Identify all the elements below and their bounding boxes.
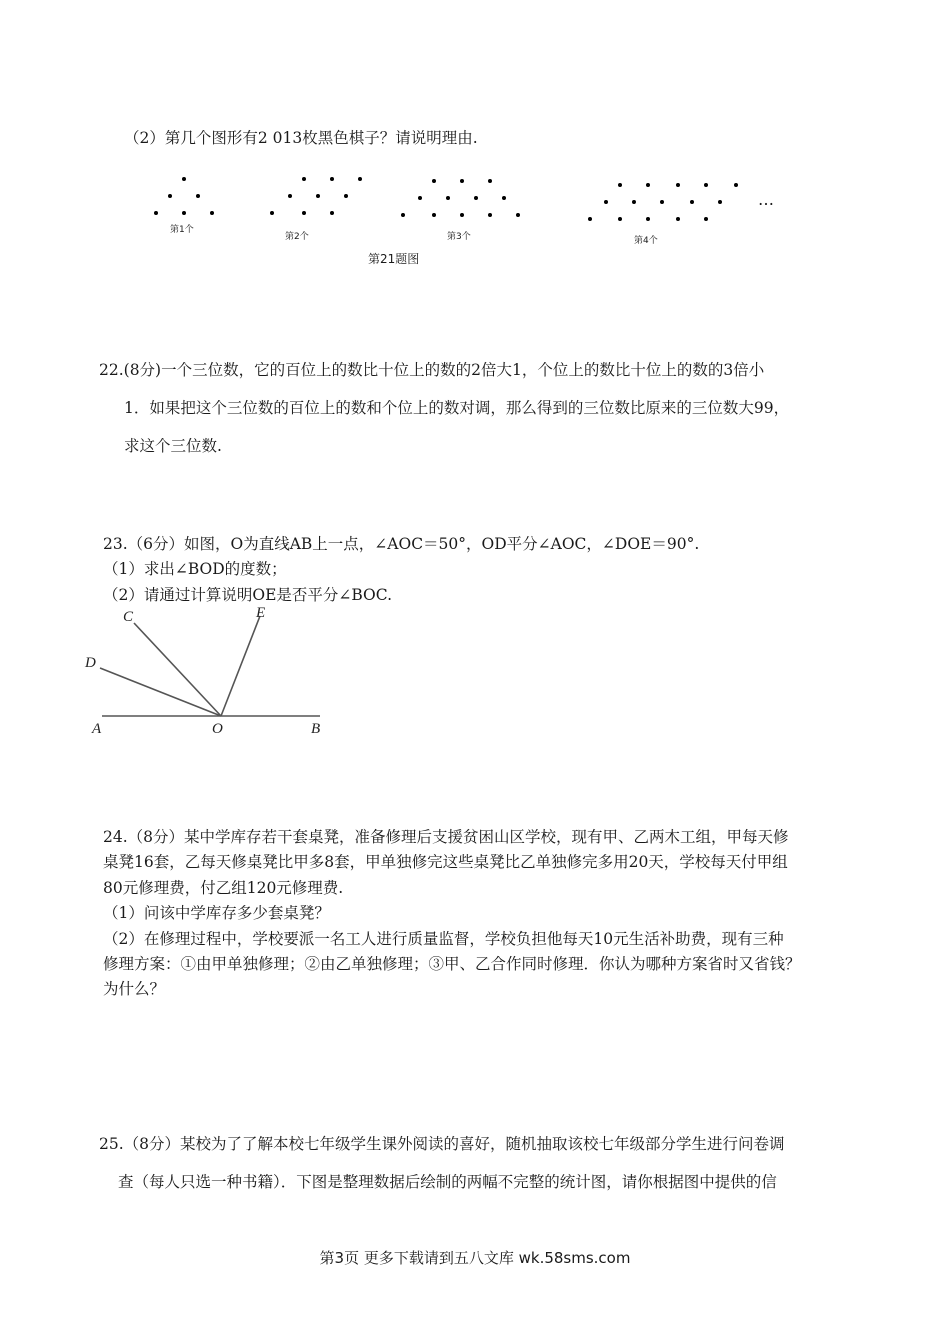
dot [154,211,158,215]
q23-line1: 23.（6分）如图，O为直线AB上一点，∠AOC＝50°，OD平分∠AOC，∠DOE＝90°. [103,535,700,553]
dot [418,196,422,200]
label-e: E [256,605,266,621]
dot [302,211,306,215]
label-o: O [212,721,223,737]
dot [646,183,650,187]
dot [344,194,348,198]
dot [718,200,722,204]
dot [690,200,694,204]
dot [460,179,464,183]
fig-label-4: 第4个 [634,236,658,246]
dot [460,213,464,217]
q21-part2: （2）第几个图形有2 013枚黑色棋子？请说明理由. [124,129,478,147]
label-a: A [92,721,102,737]
q22-line3: 求这个三位数. [124,437,222,455]
dot [270,211,274,215]
fig-label-1: 第1个 [170,225,194,235]
dot [704,183,708,187]
dot [330,211,334,215]
label-c: C [123,609,134,625]
dot [516,213,520,217]
dot [302,177,306,181]
dot [618,183,622,187]
dot [488,213,492,217]
dot [646,217,650,221]
ray-oe [221,616,260,716]
dot [588,217,592,221]
q21-figure [0,0,950,270]
dot [182,177,186,181]
ray-oc [134,623,221,716]
q24-part2-line3: 为什么？ [103,980,166,998]
q22-line2: 1．如果把这个三位数的百位上的数和个位上的数对调，那么得到的三位数比原来的三位数大99， [124,399,790,417]
dot [401,213,405,217]
dot [676,183,680,187]
q23-part1: （1）求出∠BOD的度数； [103,560,287,578]
q24-part1: （1）问该中学库存多少套桌凳？ [103,904,330,922]
q23-part2: （2）请通过计算说明OE是否平分∠BOC. [103,586,392,604]
dot [432,213,436,217]
angle-diagram [80,600,340,745]
dot [488,179,492,183]
dot [316,194,320,198]
fig-label-2: 第2个 [285,232,309,242]
ray-od [100,668,221,716]
dot [210,211,214,215]
q24-line3: 80元修理费，付乙组120元修理费. [103,879,344,897]
dot [604,200,608,204]
q25-line1: 25.（8分）某校为了了解本校七年级学生课外阅读的喜好，随机抽取该校七年级部分学生进行问卷调 [99,1135,785,1153]
label-b: B [311,721,321,737]
dot [618,217,622,221]
dot [446,196,450,200]
dot [676,217,680,221]
dot [330,177,334,181]
ellipsis: … [758,190,775,209]
dot [474,196,478,200]
figure-caption: 第21题图 [368,252,420,266]
q24-line1: 24.（8分）某中学库存若干套桌凳，准备修理后支援贫困山区学校，现有甲、乙两木工组，甲每天修 [103,828,789,846]
dot [734,183,738,187]
q22-line1: 22.(8分)一个三位数，它的百位上的数比十位上的数的2倍大1，个位上的数比十位上的数的3倍小 [99,361,765,379]
q24-part2-line2: 修理方案：①由甲单独修理；②由乙单独修理；③甲、乙合作同时修理．你认为哪种方案省时又省钱？ [103,955,801,973]
label-d: D [85,655,96,671]
dot [660,200,664,204]
page-footer: 第3页 更多下载请到五八文库 wk.58sms.com [319,1249,631,1267]
dot [196,194,200,198]
dot [502,196,506,200]
dot [168,194,172,198]
q24-part2-line1: （2）在修理过程中，学校要派一名工人进行质量监督，学校负担他每天10元生活补助费，现有三种 [103,930,784,948]
dot [632,200,636,204]
fig-label-3: 第3个 [447,232,471,242]
q24-line2: 桌凳16套，乙每天修桌凳比甲多8套，甲单独修完这些桌凳比乙单独修完多用20天，学校每天付甲组 [103,853,788,871]
dot [704,217,708,221]
dot [432,179,436,183]
dot [288,194,292,198]
q25-line2: 查（每人只选一种书籍）．下图是整理数据后绘制的两幅不完整的统计图，请你根据图中提供的信 [118,1173,777,1191]
dot [358,177,362,181]
dot [182,211,186,215]
